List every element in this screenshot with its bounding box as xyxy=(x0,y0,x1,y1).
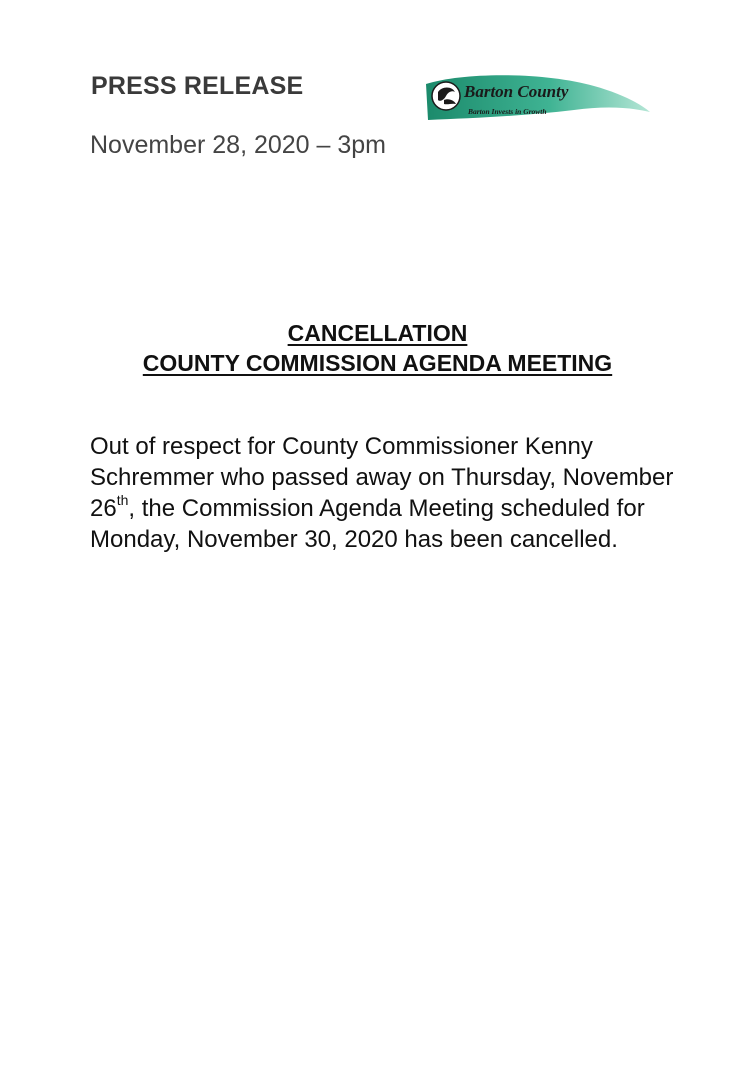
body-superscript: th xyxy=(116,492,129,508)
barton-county-logo xyxy=(424,70,652,124)
body-part-1: Out of respect for County Commissioner Kenny Schremmer who passed away on Thursday, November 26 xyxy=(90,433,674,522)
press-release-label: PRESS RELEASE xyxy=(91,72,304,100)
release-date: November 28, 2020 – 3pm xyxy=(90,131,387,159)
logo-tagline: Barton Invests in Growth xyxy=(468,107,547,116)
announcement-body xyxy=(90,431,680,555)
body-part-2: , the Commission Agenda Meeting scheduled for Monday, November 30, 2020 has been cancelled. xyxy=(90,495,645,553)
headline-cancellation: CANCELLATION xyxy=(287,320,468,346)
logo-name: Barton County xyxy=(464,82,569,101)
headline-meeting: COUNTY COMMISSION AGENDA MEETING xyxy=(142,350,613,376)
